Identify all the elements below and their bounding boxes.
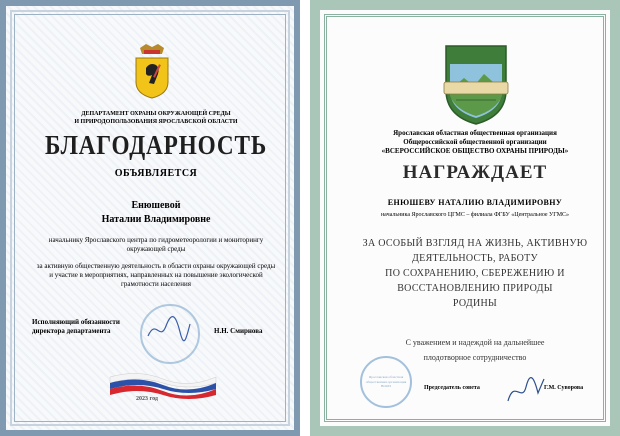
organization-name: Ярославская областная общественная организация Общероссийской общественной организации «ВСЕРОССИЙСКОЕ ОБЩЕСТВО ОХРАНЫ ПРИРОДЫ» <box>381 129 569 155</box>
left-certificate <box>0 0 300 436</box>
award-reason: за активную общественную деятельность в области охраны окружающей среды и участие в мероприятиях, направленных на повышение экологической грамотности населения <box>36 262 276 288</box>
issue-date: 2023 год <box>136 396 158 402</box>
chair-name: Г.М. Суворова <box>544 385 584 391</box>
recipient-position: начальнику Ярославского центра по гидрометеорологии и мониторингу окружающей среды <box>48 236 264 253</box>
chair-title: Председатель совета <box>424 385 480 391</box>
award-title: НАГРАЖДАЕТ <box>402 162 548 183</box>
russian-flag-ribbon-icon <box>108 371 218 401</box>
yaroslavl-coat-of-arms-icon <box>132 42 172 100</box>
organization-stamp <box>360 356 412 408</box>
signatory-title: Исполняющий обязанности директора департамента <box>32 318 120 335</box>
department-name: ДЕПАРТАМЕНТ ОХРАНЫ ОКРУЖАЮЩЕЙ СРЕДЫ И ПРИРОДОПОЛЬЗОВАНИЯ ЯРОСЛАВСКОЙ ОБЛАСТИ <box>74 111 238 125</box>
certificate-title: БЛАГОДАРНОСТЬ <box>44 130 268 160</box>
closing-remark: С уважением и надеждой на дальнейшее плодотворное сотрудничество <box>405 338 545 362</box>
recipient-surname: Енюшевой <box>131 200 181 211</box>
recipient-given-names: Наталии Владимировне <box>101 214 211 225</box>
award-motive: ЗА ОСОБЫЙ ВЗГЛЯД НА ЖИЗНЬ, АКТИВНУЮ ДЕЯТЕЛЬНОСТЬ, РАБОТУ ПО СОХРАНЕНИЮ, СБЕРЕЖЕНИЮ И ВОССТАНОВЛЕНИЮ ПРИРОДЫ РОДИНЫ <box>362 238 588 309</box>
nature-conservation-society-logo <box>436 40 516 126</box>
signature <box>146 314 192 344</box>
signatory-name: Н.Н. Смирнова <box>214 327 263 335</box>
announced-label: ОБЪЯВЛЯЕТСЯ <box>114 168 198 179</box>
stamp-text: Ярославская областная общественная организация ВООП <box>365 375 407 389</box>
recipient-position: начальника Ярославского ЦГМС – филиала ФГБУ «Центральное УГМС» <box>380 212 570 218</box>
recipient-name: ЕНЮШЕВУ НАТАЛИЮ ВЛАДИМИРОВНУ <box>387 198 563 207</box>
right-certificate <box>310 0 620 436</box>
